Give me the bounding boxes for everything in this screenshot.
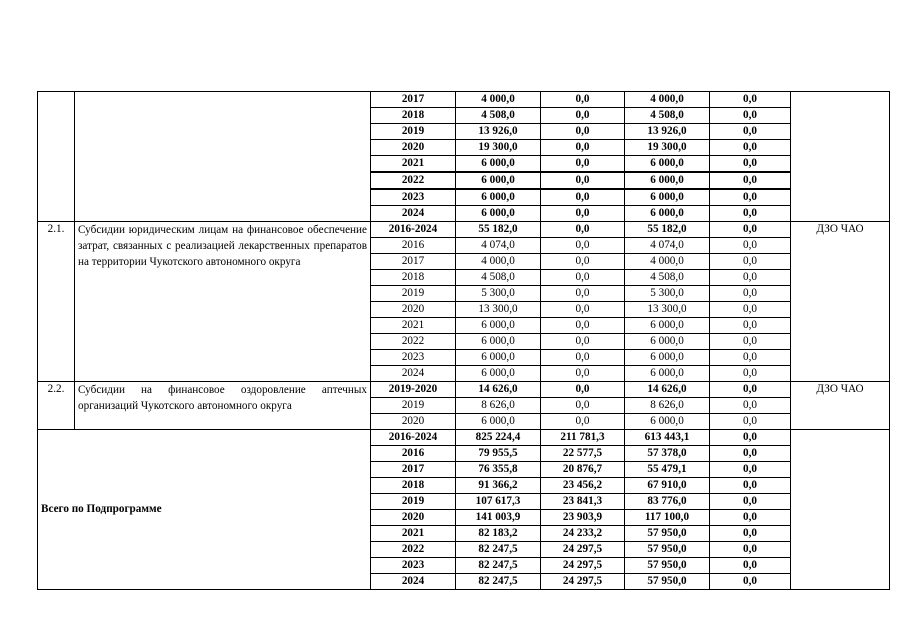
total-cell: 6 000,0 — [456, 414, 541, 430]
total-cell: 6 000,0 — [456, 318, 541, 334]
other-cell: 0,0 — [710, 430, 791, 446]
other-cell: 0,0 — [710, 478, 791, 494]
district-budget-cell: 0,0 — [541, 238, 625, 254]
regional-budget-cell: 5 300,0 — [625, 286, 710, 302]
regional-budget-cell: 57 950,0 — [625, 574, 710, 590]
district-budget-cell: 23 841,3 — [541, 494, 625, 510]
district-budget-cell: 23 903,9 — [541, 510, 625, 526]
district-budget-cell: 0,0 — [541, 270, 625, 286]
year-cell: 2020 — [371, 414, 456, 430]
row-number-cell: 2.2. — [38, 382, 75, 430]
total-cell: 8 626,0 — [456, 398, 541, 414]
regional-budget-cell: 6 000,0 — [625, 414, 710, 430]
year-cell: 2020 — [371, 510, 456, 526]
total-cell: 82 247,5 — [456, 558, 541, 574]
executor-cell: ДЗО ЧАО — [791, 222, 890, 382]
other-cell: 0,0 — [710, 382, 791, 398]
budget-table — [37, 91, 890, 590]
year-cell: 2018 — [371, 270, 456, 286]
regional-budget-cell: 6 000,0 — [625, 206, 710, 222]
total-cell: 141 003,9 — [456, 510, 541, 526]
regional-budget-cell: 4 000,0 — [625, 254, 710, 270]
other-cell: 0,0 — [710, 494, 791, 510]
district-budget-cell: 22 577,5 — [541, 446, 625, 462]
year-cell: 2022 — [371, 334, 456, 350]
year-cell: 2020 — [371, 140, 456, 156]
district-budget-cell: 0,0 — [541, 124, 625, 140]
regional-budget-cell: 6 000,0 — [625, 156, 710, 173]
district-budget-cell: 0,0 — [541, 254, 625, 270]
district-budget-cell: 0,0 — [541, 398, 625, 414]
other-cell: 0,0 — [710, 92, 791, 108]
regional-budget-cell: 57 378,0 — [625, 446, 710, 462]
district-budget-cell: 0,0 — [541, 156, 625, 173]
district-budget-cell: 0,0 — [541, 172, 625, 189]
row-number-cell: 2.1. — [38, 222, 75, 382]
regional-budget-cell: 57 950,0 — [625, 526, 710, 542]
district-budget-cell: 24 297,5 — [541, 558, 625, 574]
year-cell: 2017 — [371, 92, 456, 108]
district-budget-cell: 0,0 — [541, 92, 625, 108]
other-cell: 0,0 — [710, 574, 791, 590]
regional-budget-cell: 13 300,0 — [625, 302, 710, 318]
district-budget-cell: 0,0 — [541, 318, 625, 334]
other-cell: 0,0 — [710, 350, 791, 366]
table-row — [38, 382, 890, 398]
regional-budget-cell: 55 182,0 — [625, 222, 710, 238]
year-cell: 2019 — [371, 124, 456, 140]
district-budget-cell: 0,0 — [541, 286, 625, 302]
year-cell: 2018 — [371, 478, 456, 494]
district-budget-cell: 0,0 — [541, 189, 625, 206]
total-cell: 6 000,0 — [456, 350, 541, 366]
other-cell: 0,0 — [710, 318, 791, 334]
district-budget-cell: 0,0 — [541, 382, 625, 398]
other-cell: 0,0 — [710, 124, 791, 140]
regional-budget-cell: 13 926,0 — [625, 124, 710, 140]
regional-budget-cell: 57 950,0 — [625, 558, 710, 574]
regional-budget-cell: 117 100,0 — [625, 510, 710, 526]
other-cell: 0,0 — [710, 446, 791, 462]
total-cell: 13 300,0 — [456, 302, 541, 318]
year-cell: 2024 — [371, 206, 456, 222]
district-budget-cell: 24 233,2 — [541, 526, 625, 542]
year-cell: 2023 — [371, 350, 456, 366]
year-cell: 2016 — [371, 446, 456, 462]
district-budget-cell: 0,0 — [541, 108, 625, 124]
year-cell: 2019-2020 — [371, 382, 456, 398]
year-cell: 2021 — [371, 318, 456, 334]
executor-cell: ДЗО ЧАО — [791, 382, 890, 430]
regional-budget-cell: 6 000,0 — [625, 172, 710, 189]
year-cell: 2016 — [371, 238, 456, 254]
district-budget-cell: 24 297,5 — [541, 574, 625, 590]
other-cell: 0,0 — [710, 254, 791, 270]
year-cell: 2024 — [371, 366, 456, 382]
row-number-cell — [38, 92, 75, 222]
regional-budget-cell: 4 000,0 — [625, 92, 710, 108]
other-cell: 0,0 — [710, 286, 791, 302]
other-cell: 0,0 — [710, 542, 791, 558]
other-cell: 0,0 — [710, 366, 791, 382]
regional-budget-cell: 613 443,1 — [625, 430, 710, 446]
total-cell: 6 000,0 — [456, 206, 541, 222]
other-cell: 0,0 — [710, 206, 791, 222]
year-cell: 2019 — [371, 398, 456, 414]
other-cell: 0,0 — [710, 140, 791, 156]
regional-budget-cell: 6 000,0 — [625, 366, 710, 382]
district-budget-cell: 0,0 — [541, 222, 625, 238]
total-cell: 4 000,0 — [456, 254, 541, 270]
other-cell: 0,0 — [710, 334, 791, 350]
year-cell: 2017 — [371, 462, 456, 478]
total-cell: 79 955,5 — [456, 446, 541, 462]
total-cell: 4 508,0 — [456, 108, 541, 124]
regional-budget-cell: 8 626,0 — [625, 398, 710, 414]
other-cell: 0,0 — [710, 302, 791, 318]
district-budget-cell: 20 876,7 — [541, 462, 625, 478]
total-cell: 4 000,0 — [456, 92, 541, 108]
other-cell: 0,0 — [710, 222, 791, 238]
district-budget-cell: 0,0 — [541, 366, 625, 382]
table-row — [38, 222, 890, 238]
year-cell: 2021 — [371, 526, 456, 542]
other-cell: 0,0 — [710, 462, 791, 478]
district-budget-cell: 0,0 — [541, 350, 625, 366]
regional-budget-cell: 83 776,0 — [625, 494, 710, 510]
regional-budget-cell: 6 000,0 — [625, 334, 710, 350]
executor-cell — [791, 92, 890, 222]
total-cell: 4 508,0 — [456, 270, 541, 286]
district-budget-cell: 211 781,3 — [541, 430, 625, 446]
year-cell: 2019 — [371, 494, 456, 510]
regional-budget-cell: 4 508,0 — [625, 108, 710, 124]
year-cell: 2019 — [371, 286, 456, 302]
year-cell: 2016-2024 — [371, 430, 456, 446]
table-row — [38, 92, 890, 108]
other-cell: 0,0 — [710, 156, 791, 173]
regional-budget-cell: 4 074,0 — [625, 238, 710, 254]
other-cell: 0,0 — [710, 270, 791, 286]
regional-budget-cell: 4 508,0 — [625, 270, 710, 286]
description-cell: Субсидии юридическим лицам на финансовое обеспечение затрат, связанных с реализацией лекарственных препаратов на территории Чукотского автономного округа — [75, 222, 371, 382]
other-cell: 0,0 — [710, 398, 791, 414]
total-cell: 6 000,0 — [456, 189, 541, 206]
other-cell: 0,0 — [710, 238, 791, 254]
total-cell: 82 183,2 — [456, 526, 541, 542]
description-cell — [75, 92, 371, 222]
district-budget-cell: 0,0 — [541, 206, 625, 222]
year-cell: 2022 — [371, 172, 456, 189]
total-cell: 82 247,5 — [456, 542, 541, 558]
regional-budget-cell: 14 626,0 — [625, 382, 710, 398]
year-cell: 2022 — [371, 542, 456, 558]
district-budget-cell: 0,0 — [541, 140, 625, 156]
district-budget-cell: 24 297,5 — [541, 542, 625, 558]
other-cell: 0,0 — [710, 414, 791, 430]
total-cell: 76 355,8 — [456, 462, 541, 478]
total-cell: 6 000,0 — [456, 366, 541, 382]
year-cell: 2018 — [371, 108, 456, 124]
executor-cell — [791, 430, 890, 590]
regional-budget-cell: 6 000,0 — [625, 318, 710, 334]
regional-budget-cell: 67 910,0 — [625, 478, 710, 494]
year-cell: 2023 — [371, 558, 456, 574]
total-cell: 55 182,0 — [456, 222, 541, 238]
total-cell: 19 300,0 — [456, 140, 541, 156]
other-cell: 0,0 — [710, 189, 791, 206]
regional-budget-cell: 6 000,0 — [625, 350, 710, 366]
other-cell: 0,0 — [710, 108, 791, 124]
regional-budget-cell: 55 479,1 — [625, 462, 710, 478]
total-cell: 6 000,0 — [456, 156, 541, 173]
total-cell: 4 074,0 — [456, 238, 541, 254]
year-cell: 2016-2024 — [371, 222, 456, 238]
district-budget-cell: 0,0 — [541, 414, 625, 430]
year-cell: 2020 — [371, 302, 456, 318]
budget-table-body — [38, 92, 890, 590]
year-cell: 2024 — [371, 574, 456, 590]
total-cell: 5 300,0 — [456, 286, 541, 302]
total-cell: 6 000,0 — [456, 172, 541, 189]
other-cell: 0,0 — [710, 172, 791, 189]
total-cell: 6 000,0 — [456, 334, 541, 350]
total-cell: 107 617,3 — [456, 494, 541, 510]
total-cell: 825 224,4 — [456, 430, 541, 446]
total-label-cell: Всего по Подпрограмме — [38, 430, 371, 590]
total-cell: 82 247,5 — [456, 574, 541, 590]
year-cell: 2023 — [371, 189, 456, 206]
table-row — [38, 430, 890, 446]
other-cell: 0,0 — [710, 558, 791, 574]
other-cell: 0,0 — [710, 510, 791, 526]
district-budget-cell: 0,0 — [541, 334, 625, 350]
regional-budget-cell: 6 000,0 — [625, 189, 710, 206]
regional-budget-cell: 57 950,0 — [625, 542, 710, 558]
district-budget-cell: 23 456,2 — [541, 478, 625, 494]
description-cell: Субсидии на финансовое оздоровление аптечных организаций Чукотского автономного округа — [75, 382, 371, 430]
other-cell: 0,0 — [710, 526, 791, 542]
year-cell: 2021 — [371, 156, 456, 173]
regional-budget-cell: 19 300,0 — [625, 140, 710, 156]
total-cell: 14 626,0 — [456, 382, 541, 398]
total-cell: 91 366,2 — [456, 478, 541, 494]
year-cell: 2017 — [371, 254, 456, 270]
total-cell: 13 926,0 — [456, 124, 541, 140]
district-budget-cell: 0,0 — [541, 302, 625, 318]
